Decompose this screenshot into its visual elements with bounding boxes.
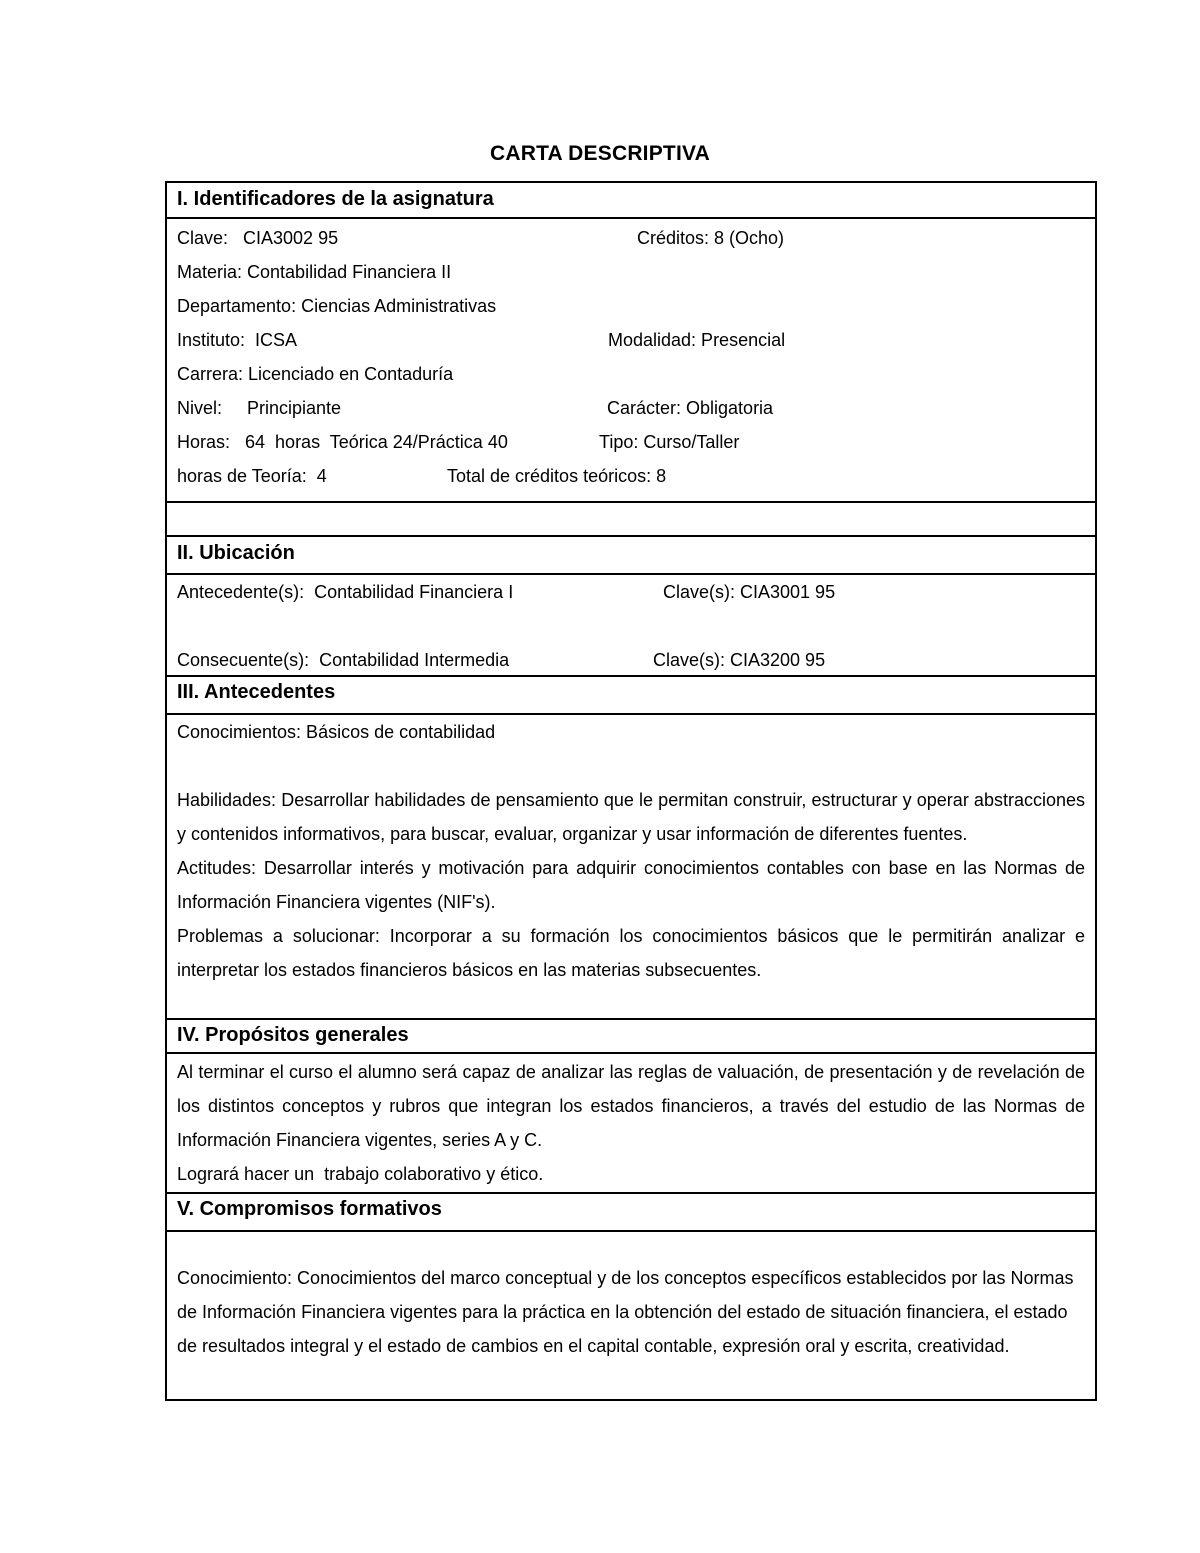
total-creditos-field: Total de créditos teóricos: 8 bbox=[447, 466, 667, 486]
caracter-field: Carácter: Obligatoria bbox=[607, 398, 774, 418]
section-identificadores-heading: I. Identificadores de la asignatura bbox=[167, 183, 1095, 219]
row-instituto bbox=[177, 323, 1085, 357]
row-clave bbox=[177, 221, 1085, 255]
consecuente-field: Consecuente(s): Contabilidad Intermedia bbox=[177, 650, 510, 670]
section-ubicacion-body bbox=[167, 575, 1095, 677]
tipo-field: Tipo: Curso/Taller bbox=[599, 432, 740, 452]
conocimiento-paragraph: Conocimiento: Conocimientos del marco conceptual y de los conceptos específicos establecidos por las Normas de Información Financiera vigentes para la práctica en la obtención del estado de situación financiera, el estado de resultados integral y el estado de cambios en el capital contable, expresión oral y escrita, creatividad. bbox=[177, 1268, 1074, 1356]
problemas-paragraph: Problemas a solucionar: Incorporar a su formación los conocimientos básicos que le permitirán analizar e interpretar los estados financieros básicos en las materias subsecuentes. bbox=[177, 926, 1085, 980]
section-compromisos-heading: V. Compromisos formativos bbox=[167, 1194, 1095, 1232]
consecuente-clave-field: Clave(s): CIA3200 95 bbox=[653, 650, 826, 670]
section-propositos-body bbox=[167, 1054, 1095, 1194]
spacer-line bbox=[177, 749, 1085, 783]
section-antecedentes-heading: III. Antecedentes bbox=[167, 677, 1095, 715]
document-title: CARTA DESCRIPTIVA bbox=[489, 142, 710, 165]
antecedente-field: Antecedente(s): Contabilidad Financiera I bbox=[177, 582, 514, 602]
conocimientos-field: Conocimientos: Básicos de contabilidad bbox=[177, 722, 496, 742]
antecedente-clave-field: Clave(s): CIA3001 95 bbox=[663, 582, 836, 602]
habilidades-paragraph: Habilidades: Desarrollar habilidades de pensamiento que le permitan construir, estructurar y operar abstracciones y contenidos informativos, para buscar, evaluar, organizar y usar información de diferentes fuentes. bbox=[177, 790, 1085, 844]
row-horas bbox=[177, 425, 1085, 459]
modalidad-field: Modalidad: Presencial bbox=[608, 330, 786, 350]
section-compromisos-body bbox=[167, 1232, 1095, 1399]
actitudes-paragraph: Actitudes: Desarrollar interés y motivación para adquirir conocimientos contables con base en las Normas de Información Financiera vigentes (NIF's). bbox=[177, 858, 1085, 912]
clave-field: Clave: CIA3002 95 bbox=[177, 228, 339, 248]
horas-teoria-field: horas de Teoría: 4 bbox=[177, 466, 327, 486]
propositos-line-2: Logrará hacer un trabajo colaborativo y ético. bbox=[177, 1164, 544, 1184]
materia-field: Materia: Contabilidad Financiera II bbox=[177, 262, 452, 282]
row-consecuente bbox=[177, 643, 1085, 677]
departamento-field: Departamento: Ciencias Administrativas bbox=[177, 296, 497, 316]
course-descriptive-table bbox=[165, 181, 1097, 1401]
section-antecedentes-body bbox=[167, 715, 1095, 1020]
horas-field: Horas: 64 horas Teórica 24/Práctica 40 bbox=[177, 432, 508, 452]
section-ubicacion-heading: II. Ubicación bbox=[167, 537, 1095, 575]
nivel-field: Nivel: Principiante bbox=[177, 398, 342, 418]
spacer-line bbox=[177, 609, 1085, 643]
instituto-field: Instituto: ICSA bbox=[177, 330, 298, 350]
creditos-field: Créditos: 8 (Ocho) bbox=[637, 228, 785, 248]
propositos-paragraph: Al terminar el curso el alumno será capaz de analizar las reglas de valuación, de presentación y de revelación de los distintos conceptos y rubros que integran los estados financieros, a través del estudio de las Normas de Información Financiera vigentes, series A y C. bbox=[177, 1062, 1085, 1150]
section-identificadores-body bbox=[167, 219, 1095, 503]
empty-row bbox=[167, 503, 1095, 537]
row-horas-teoria bbox=[177, 459, 1085, 493]
carrera-field: Carrera: Licenciado en Contaduría bbox=[177, 364, 454, 384]
row-antecedente bbox=[177, 575, 1085, 609]
section-propositos-heading: IV. Propósitos generales bbox=[167, 1020, 1095, 1054]
row-nivel bbox=[177, 391, 1085, 425]
